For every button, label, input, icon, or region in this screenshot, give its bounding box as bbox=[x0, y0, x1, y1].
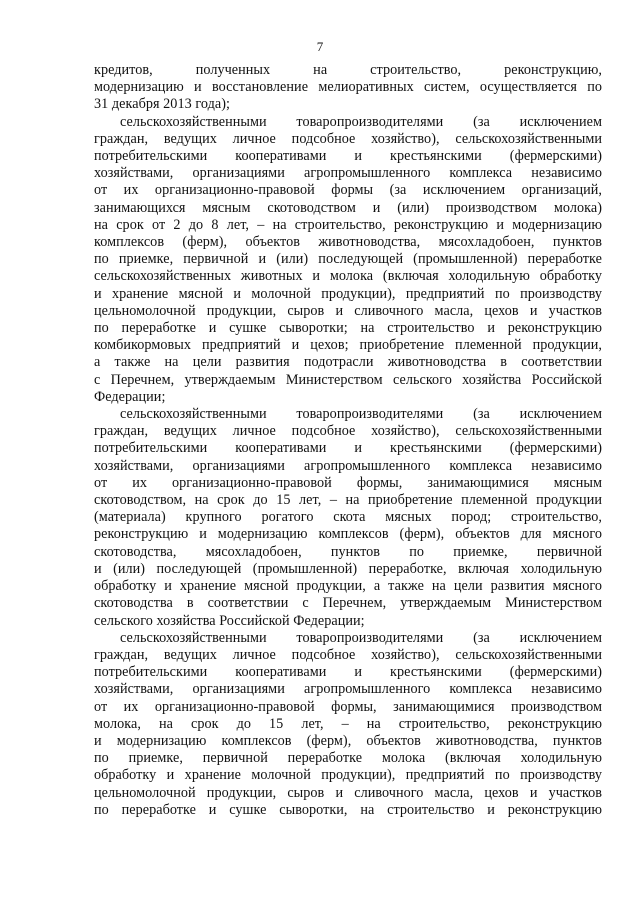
text-line: скотоводства, мясохладобоен, пунктов по приемке, первичной bbox=[94, 543, 602, 560]
text-line: обработку и хранение мясной продукции, а также на цели развития мясного bbox=[94, 578, 602, 595]
text-line: и (или) последующей (промышленной) переработке, включая холодильную bbox=[94, 560, 602, 577]
text-line: по приемке, первичной и (или) последующей (промышленной) переработке bbox=[94, 251, 602, 268]
text-line: по приемке, первичной переработке молока (включая холодильную bbox=[94, 750, 602, 767]
paragraph bbox=[94, 114, 602, 406]
text-line: от их организационно-правовой формы (за исключением организаций, bbox=[94, 182, 602, 199]
text-line: хозяйствами, организациями агропромышленного комплекса независимо bbox=[94, 457, 602, 474]
text-line: потребительскими кооперативами и крестьянскими (фермерскими) bbox=[94, 664, 602, 681]
text-line: граждан, ведущих личное подсобное хозяйство), сельскохозяйственными bbox=[94, 646, 602, 663]
paragraph bbox=[94, 62, 602, 114]
document-body bbox=[94, 62, 602, 819]
text-line: сельскохозяйственными товаропроизводителями (за исключением bbox=[120, 113, 602, 130]
text-line: потребительскими кооперативами и крестьянскими (фермерскими) bbox=[94, 148, 602, 165]
text-line: граждан, ведущих личное подсобное хозяйство), сельскохозяйственными bbox=[94, 130, 602, 147]
text-line: обработку и хранение молочной продукции), предприятий по производству bbox=[94, 767, 602, 784]
text-line: Федерации; bbox=[94, 388, 166, 405]
text-line: потребительскими кооперативами и крестьянскими (фермерскими) bbox=[94, 440, 602, 457]
text-line: сельскохозяйственных животных и молока (включая холодильную обработку bbox=[94, 268, 602, 285]
text-line: скотоводством, на срок до 15 лет, – на приобретение племенной продукции bbox=[94, 492, 602, 509]
text-line: хозяйствами, организациями агропромышленного комплекса независимо bbox=[94, 165, 602, 182]
text-line: (материала) крупного рогатого скота мясных пород; строительство, bbox=[94, 509, 602, 526]
paragraph bbox=[94, 406, 602, 630]
text-line: сельскохозяйственными товаропроизводителями (за исключением bbox=[120, 406, 602, 423]
text-line: по переработке и сушке сыворотки; на строительство и реконструкцию bbox=[94, 320, 602, 337]
text-line: от их организационно-правовой формы, занимающимися производством bbox=[94, 698, 602, 715]
text-line: цельномолочной продукции, сыров и сливочного масла, цехов и участков bbox=[94, 784, 602, 801]
text-line: молока, на срок до 15 лет, – на строительство, реконструкцию bbox=[94, 715, 602, 732]
text-line: с Перечнем, утверждаемым Министерством сельского хозяйства Российской bbox=[94, 371, 602, 388]
paragraph bbox=[94, 630, 602, 819]
text-line: а также на цели развития подотрасли животноводства в соответствии bbox=[94, 354, 602, 371]
text-line: на срок от 2 до 8 лет, – на строительство, реконструкцию и модернизацию bbox=[94, 216, 602, 233]
text-line: сельскохозяйственными товаропроизводителями (за исключением bbox=[120, 629, 602, 646]
text-line: комплексов (ферм), объектов животноводства, мясохладобоен, пунктов bbox=[94, 234, 602, 251]
text-line: модернизацию и восстановление мелиоративных систем, осуществляется по bbox=[94, 79, 602, 96]
page-number: 7 bbox=[316, 39, 324, 54]
text-line: и хранение мясной и молочной продукции), предприятий по производству bbox=[94, 285, 602, 302]
text-line: 31 декабря 2013 года); bbox=[94, 96, 230, 113]
text-line: сельского хозяйства Российской Федерации; bbox=[94, 612, 365, 629]
text-line: скотоводства в соответствии с Перечнем, утверждаемым Министерством bbox=[94, 595, 602, 612]
text-line: и модернизацию комплексов (ферм), объектов животноводства, пунктов bbox=[94, 732, 602, 749]
text-line: реконструкцию и модернизацию комплексов (ферм), объектов для мясного bbox=[94, 526, 602, 543]
text-line: комбикормовых предприятий и цехов; приобретение племенной продукции, bbox=[94, 337, 602, 354]
text-line: от их организационно-правовой формы, занимающимися мясным bbox=[94, 474, 602, 491]
text-line: по переработке и сушке сыворотки, на строительство и реконструкцию bbox=[94, 801, 602, 818]
text-line: граждан, ведущих личное подсобное хозяйство), сельскохозяйственными bbox=[94, 423, 602, 440]
text-line: кредитов, полученных на строительство, реконструкцию, bbox=[94, 62, 602, 78]
text-line: цельномолочной продукции, сыров и сливочного масла, цехов и участков bbox=[94, 302, 602, 319]
text-line: занимающихся мясным скотоводством и (или) производством молока) bbox=[94, 199, 602, 216]
text-line: хозяйствами, организациями агропромышленного комплекса независимо bbox=[94, 681, 602, 698]
